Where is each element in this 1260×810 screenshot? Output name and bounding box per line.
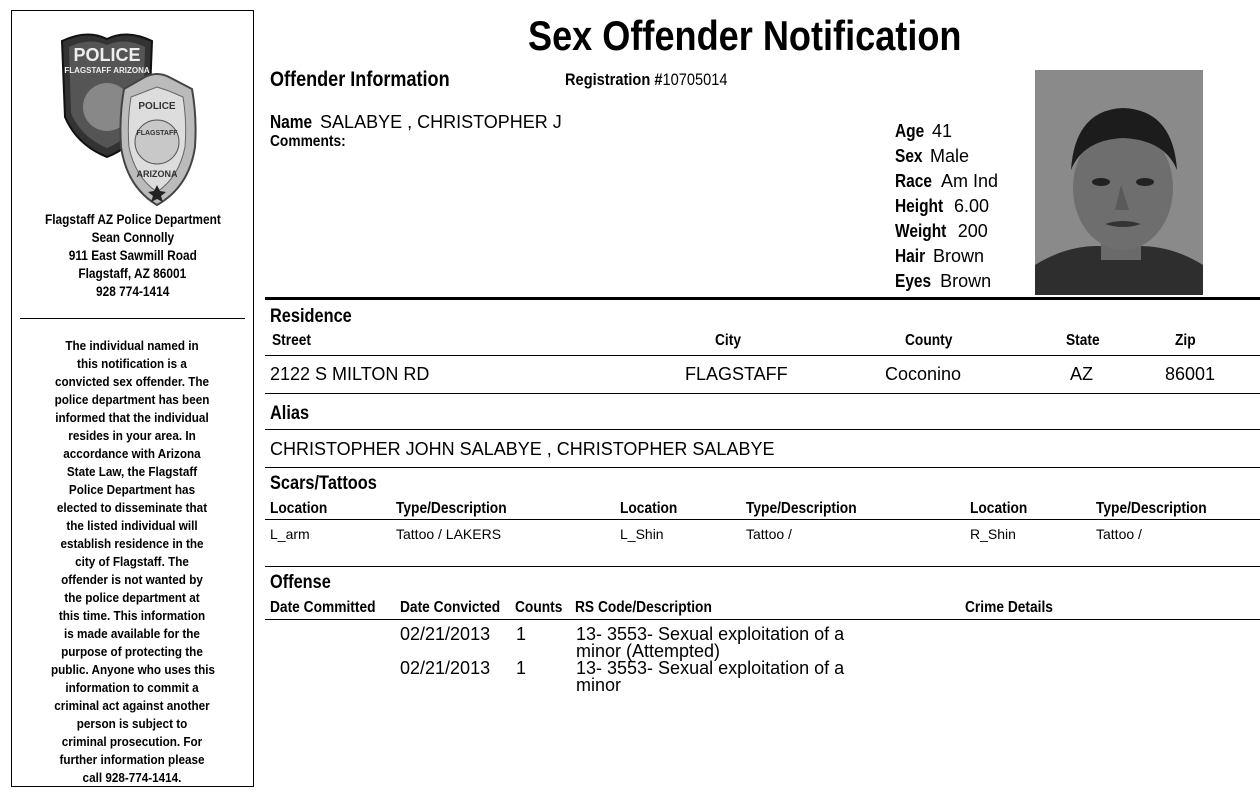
offense-date-convicted: 02/21/2013 bbox=[400, 658, 491, 678]
divider bbox=[265, 566, 1260, 567]
notice-line: information to commit a bbox=[65, 680, 199, 695]
residence-zip: 86001 bbox=[1165, 364, 1216, 384]
notice-line: criminal prosecution. For bbox=[61, 734, 203, 749]
scar-type: Tattoo / bbox=[746, 526, 792, 542]
detail-height bbox=[895, 196, 989, 217]
scar-location: R_Shin bbox=[970, 526, 1016, 542]
notice-line: city of Flagstaff. The bbox=[75, 554, 189, 569]
notice-line: informed that the individual bbox=[55, 410, 209, 425]
offense-rs-code: 13- 3553- Sexual exploitation of a bbox=[576, 658, 845, 678]
alias-value: CHRISTOPHER JOHN SALABYE , CHRISTOPHER SALABYE bbox=[270, 439, 775, 459]
divider bbox=[265, 297, 1260, 300]
state-col-header: State bbox=[1066, 332, 1100, 349]
sidebar-panel bbox=[11, 10, 254, 787]
notice-line: this notification is a bbox=[77, 356, 187, 371]
detail-label: Sex bbox=[895, 146, 923, 166]
svg-text:ARIZONA: ARIZONA bbox=[136, 169, 178, 179]
police-badge-logo bbox=[57, 27, 207, 222]
divider bbox=[265, 467, 1260, 468]
residence-heading: Residence bbox=[270, 306, 352, 327]
scar-type-col-header: Type/Description bbox=[396, 500, 507, 517]
dept-line: 911 East Sawmill Road bbox=[68, 248, 197, 263]
rs-code-col-header: RS Code/Description bbox=[575, 599, 712, 616]
notice-line: this time. This information bbox=[58, 608, 206, 623]
offender-photo bbox=[1035, 70, 1203, 295]
alias-heading: Alias bbox=[270, 403, 310, 424]
detail-age bbox=[895, 121, 952, 142]
scar-type: Tattoo / LAKERS bbox=[396, 526, 502, 542]
detail-value: Brown bbox=[933, 246, 985, 266]
offense-heading: Offense bbox=[270, 572, 331, 593]
svg-text:POLICE: POLICE bbox=[73, 45, 141, 65]
detail-race bbox=[895, 171, 998, 192]
page-title: Sex Offender Notification bbox=[528, 12, 962, 59]
notice-line: public. Anyone who uses this bbox=[51, 662, 216, 677]
notice-line: Police Department has bbox=[68, 482, 196, 497]
offense-rs-code-cont: minor bbox=[576, 675, 622, 695]
divider bbox=[265, 619, 1260, 620]
detail-label: Height bbox=[895, 196, 944, 216]
detail-value: 6.00 bbox=[954, 196, 990, 216]
comments-label: Comments: bbox=[270, 133, 346, 150]
detail-label: Age bbox=[895, 121, 925, 141]
crime-details-col-header: Crime Details bbox=[965, 599, 1053, 616]
divider bbox=[20, 318, 245, 319]
offense-rs-code: 13- 3553- Sexual exploitation of a bbox=[576, 624, 845, 644]
scar-type: Tattoo / bbox=[1096, 526, 1142, 542]
scar-type-col-header: Type/Description bbox=[1096, 500, 1207, 517]
notice-line: establish residence in the bbox=[60, 536, 204, 551]
svg-text:POLICE: POLICE bbox=[138, 101, 176, 112]
notice-line: purpose of protecting the bbox=[61, 644, 203, 659]
scar-location-col-header: Location bbox=[270, 500, 328, 517]
scar-location: L_arm bbox=[270, 526, 310, 542]
residence-state: AZ bbox=[1070, 364, 1094, 384]
offense-rs-code-cont: minor (Attempted) bbox=[576, 641, 721, 661]
detail-eyes bbox=[895, 271, 991, 292]
offense-counts: 1 bbox=[516, 624, 527, 644]
registration-number: Registration #10705014 bbox=[565, 70, 728, 89]
divider bbox=[265, 519, 1260, 520]
detail-sex bbox=[895, 146, 969, 167]
notice-line: resides in your area. In bbox=[68, 428, 196, 443]
dept-line: Sean Connolly bbox=[91, 230, 174, 245]
offense-date-convicted: 02/21/2013 bbox=[400, 624, 491, 644]
detail-label: Hair bbox=[895, 246, 926, 266]
dept-line: Flagstaff, AZ 86001 bbox=[78, 266, 187, 281]
county-col-header: County bbox=[905, 332, 953, 349]
dept-line: 928 774-1414 bbox=[95, 284, 170, 299]
offender-info-heading: Offender Information bbox=[270, 68, 450, 91]
notice-line: criminal act against another bbox=[54, 698, 210, 713]
counts-col-header: Counts bbox=[515, 599, 563, 616]
notice-line: elected to disseminate that bbox=[56, 500, 208, 515]
notice-line: convicted sex offender. The bbox=[54, 374, 210, 389]
notice-line: the listed individual will bbox=[66, 518, 198, 533]
street-col-header: Street bbox=[272, 332, 312, 349]
residence-city: FLAGSTAFF bbox=[685, 364, 788, 384]
detail-label: Weight bbox=[895, 221, 947, 241]
detail-value: Brown bbox=[940, 271, 992, 291]
detail-value: 200 bbox=[957, 221, 988, 241]
notice-line: person is subject to bbox=[76, 716, 188, 731]
divider bbox=[265, 393, 1260, 394]
svg-text:FLAGSTAFF ARIZONA: FLAGSTAFF ARIZONA bbox=[64, 66, 150, 75]
notice-line: State Law, the Flagstaff bbox=[66, 464, 198, 479]
offender-name: Name SALABYE , CHRISTOPHER J bbox=[270, 112, 562, 132]
divider bbox=[265, 355, 1260, 356]
notice-line: accordance with Arizona bbox=[63, 446, 201, 461]
notice-line: further information please bbox=[59, 752, 205, 767]
notice-text bbox=[42, 337, 222, 787]
detail-value: Male bbox=[930, 146, 970, 166]
city-col-header: City bbox=[715, 332, 742, 349]
detail-label: Race bbox=[895, 171, 933, 191]
divider bbox=[265, 429, 1260, 430]
scar-type-col-header: Type/Description bbox=[746, 500, 857, 517]
scar-location-col-header: Location bbox=[620, 500, 678, 517]
notice-line: offender is not wanted by bbox=[61, 572, 203, 587]
detail-label: Eyes bbox=[895, 271, 932, 291]
date-convicted-col-header: Date Convicted bbox=[400, 599, 501, 616]
detail-value: 41 bbox=[932, 121, 953, 141]
scar-location: L_Shin bbox=[620, 526, 664, 542]
detail-hair bbox=[895, 246, 984, 267]
residence-street: 2122 S MILTON RD bbox=[270, 364, 430, 384]
department-contact bbox=[12, 211, 253, 301]
offense-counts: 1 bbox=[516, 658, 527, 678]
detail-weight bbox=[895, 221, 988, 242]
scars-tattoos-heading: Scars/Tattoos bbox=[270, 473, 377, 494]
scar-location-col-header: Location bbox=[970, 500, 1028, 517]
detail-value: Am Ind bbox=[941, 171, 999, 191]
notice-line: the police department at bbox=[64, 590, 200, 605]
zip-col-header: Zip bbox=[1175, 332, 1196, 349]
dept-line: Flagstaff AZ Police Department bbox=[44, 212, 221, 227]
notice-line: is made available for the bbox=[64, 626, 200, 641]
date-committed-col-header: Date Committed bbox=[270, 599, 376, 616]
notice-line: police department has been bbox=[54, 392, 210, 407]
residence-county: Coconino bbox=[885, 364, 962, 384]
svg-text:FLAGSTAFF: FLAGSTAFF bbox=[136, 130, 178, 137]
notice-line: The individual named in bbox=[65, 338, 199, 353]
notice-line: call 928-774-1414. bbox=[82, 770, 182, 785]
